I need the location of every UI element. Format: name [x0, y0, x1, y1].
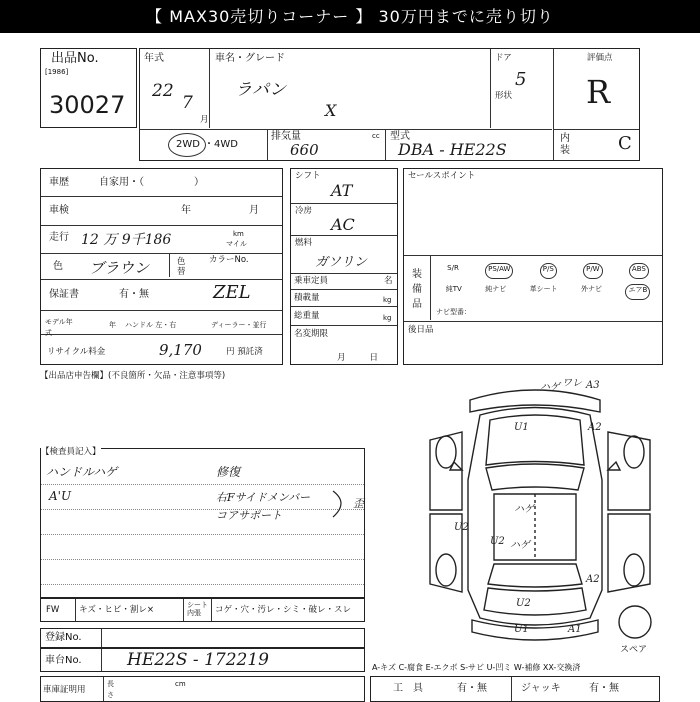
sales-label: セールスポイント [408, 171, 476, 181]
banner-title: 【 MAX30売切りコーナー 】 30万円までに売り切り [0, 0, 700, 33]
disp-label: 排気量 [271, 131, 301, 142]
bottom-strip [40, 676, 365, 702]
capacity-unit: 名 [384, 276, 393, 286]
tools-box [370, 676, 660, 702]
type-value: DBA - HE22S [398, 140, 507, 159]
model-label: 車名・グレード [215, 53, 285, 64]
tools-options: 有・無 [457, 683, 487, 694]
mark-u2-left: U2 [454, 522, 469, 533]
mark-u2-bottom: U2 [516, 598, 531, 609]
equip-airbag: エアB [625, 284, 650, 300]
mile-unit: マイル [226, 240, 247, 248]
tools-label: 工具 [393, 683, 433, 694]
capacity-label: 乗車定員 [294, 276, 329, 286]
equip-abs: ABS [629, 263, 649, 279]
door-label: ドア [495, 53, 512, 63]
equip-pw: P/W [583, 263, 603, 279]
history-box [40, 168, 283, 365]
cm-label: cm [175, 680, 186, 688]
inspector-box [40, 448, 365, 598]
shape-label: 形状 [495, 91, 513, 101]
name-change-unit: 月日 [337, 353, 403, 363]
equip-sr: S/R [447, 264, 459, 272]
model-year-unit: 年 [109, 321, 116, 329]
fw-items2: シート内張 [187, 601, 208, 617]
lot-number-box [40, 48, 137, 128]
weight-label: 総重量 [294, 311, 320, 321]
warranty-label: 保証書 [49, 289, 79, 300]
recycle-unit: 円 預託済 [226, 347, 263, 357]
note-right-2: 右Fサイドメンバー [216, 491, 310, 504]
type-label: 型式 [390, 131, 410, 142]
ac-label: 冷房 [295, 206, 313, 216]
disp-unit: cc [372, 132, 380, 140]
chassis-label: 車台No. [45, 655, 82, 666]
year-label: 年式 [144, 53, 164, 64]
registration-label: 登録No. [45, 632, 82, 643]
load-label: 積載量 [294, 293, 320, 303]
mark-front-hage: ハゲ [540, 382, 560, 393]
jack-label: ジャッキ [521, 683, 561, 694]
note-right-3: コアサポート [216, 509, 282, 522]
long-label: 長さ [107, 680, 114, 699]
damage-legend: A-キズ C-腐食 E-エクボ S-サビ U-凹ミ W-補修 XX-交換済 [372, 663, 581, 672]
history-label: 車歴 [49, 177, 69, 188]
spec-box [290, 168, 403, 365]
mark-rear-hage: ハゲ [510, 540, 530, 551]
recycle-label: リサイクル料金 [47, 347, 106, 357]
score-value: R [586, 73, 611, 111]
drive-4wd: ・4WD [204, 139, 238, 150]
navi-model-label: ナビ型番： [436, 308, 471, 316]
inspection-month: 月 [249, 205, 259, 216]
interior-label: 内装 [560, 133, 570, 156]
shift-label: シフト [295, 171, 321, 181]
colorno-value: ZEL [213, 282, 251, 303]
year-value: 22 [152, 81, 174, 101]
inspection-year: 年 [181, 205, 191, 216]
declaration-label: 【出品店申告欄】(不良箇所・欠品・注意事項等) [40, 371, 226, 381]
lot-sub: [1986] [45, 68, 69, 76]
mark-u1-bottom: U1 [514, 624, 529, 635]
ac-value: AC [331, 215, 355, 234]
note-left-2: A'U [49, 489, 72, 503]
recycle-value: 9,170 [159, 341, 202, 359]
note-right-1: 修復 [216, 465, 241, 479]
history-options: 自家用・（ ） [99, 177, 204, 188]
mark-roof-hage: ハゲ [514, 504, 534, 515]
fw-items3: コゲ・穴・汚レ・シミ・破レ・スレ [215, 605, 352, 615]
color-value: ブラウン [89, 259, 150, 277]
chassis-row [40, 648, 365, 672]
fw-label: FW [46, 605, 60, 615]
model-value: ラパン [235, 80, 286, 100]
inspector-label: 【検査員記入】 [41, 447, 101, 457]
warranty-options: 有・無 [119, 289, 149, 300]
inspection-label: 車検 [49, 205, 69, 216]
drive-2wd: 2WD [176, 139, 200, 150]
fw-row [40, 598, 365, 622]
equip-psaw: PS/AW [485, 263, 513, 279]
mark-u1-front: U1 [514, 422, 529, 433]
mileage-value: 12 万 9千186 [81, 232, 172, 248]
equip-row-2 [434, 284, 662, 300]
fuel-value: ガソリン [315, 255, 368, 270]
note-tail: 歪 [353, 497, 364, 510]
spare-label: スペア [620, 645, 648, 655]
interior-value: C [618, 133, 632, 154]
month-value: 7 [182, 93, 193, 113]
equip-ps: P/S [540, 263, 557, 279]
km-unit: km [233, 230, 244, 238]
dealer-label: ディーラー・並行 [211, 321, 267, 329]
grade-value: X [325, 101, 337, 120]
mark-u2-rear: U2 [490, 536, 505, 547]
color-change: 色替 [177, 257, 186, 277]
cert-label: 車庫証明用 [43, 685, 86, 695]
fuel-label: 燃料 [295, 238, 313, 248]
note-left-1: ハンドルハゲ [46, 465, 118, 479]
note-bracket [331, 489, 351, 519]
chassis-value: HE22S - 172219 [127, 650, 269, 670]
equip-tv: 純TV [445, 285, 462, 293]
lot-number: 30027 [49, 91, 126, 119]
equip-navi: 純ナビ [485, 285, 507, 293]
registration-row [40, 628, 365, 648]
shift-value: AT [331, 181, 353, 200]
equip-ext-navi: 外ナビ [581, 285, 603, 293]
load-unit: kg [383, 296, 392, 304]
disp-value: 660 [290, 141, 319, 159]
handle-label: ハンドル 左・右 [125, 321, 177, 329]
equip-leather: 革シート [529, 285, 558, 293]
car-damage-diagram [410, 370, 670, 660]
fw-items: キズ・ヒビ・割レ× [79, 605, 154, 615]
mark-a1-bottom: A1 [568, 624, 582, 635]
equip-label: 装備品 [412, 269, 422, 310]
mark-a2-rear: A2 [586, 574, 600, 585]
name-change-label: 名変期限 [294, 329, 329, 339]
weight-unit: kg [383, 314, 392, 322]
vehicle-header [139, 48, 640, 161]
mark-front-a3: A3 [586, 380, 600, 391]
sales-box [403, 168, 663, 365]
colorno-label: カラーNo. [209, 255, 249, 265]
mark-a2-right: A2 [588, 422, 602, 433]
model-year-label: モデル年式 [45, 318, 73, 337]
mileage-label: 走行 [49, 232, 69, 243]
mark-front-ware: ワレ [562, 378, 582, 389]
date-item-label: 後日品 [408, 325, 434, 335]
score-label: 評価点 [587, 53, 613, 63]
month-unit: 月 [200, 115, 209, 125]
color-label: 色 [53, 261, 63, 272]
lot-label: 出品No. [51, 51, 99, 66]
door-value: 5 [515, 69, 527, 90]
equip-row-1 [434, 263, 662, 279]
jack-options: 有・無 [589, 683, 619, 694]
